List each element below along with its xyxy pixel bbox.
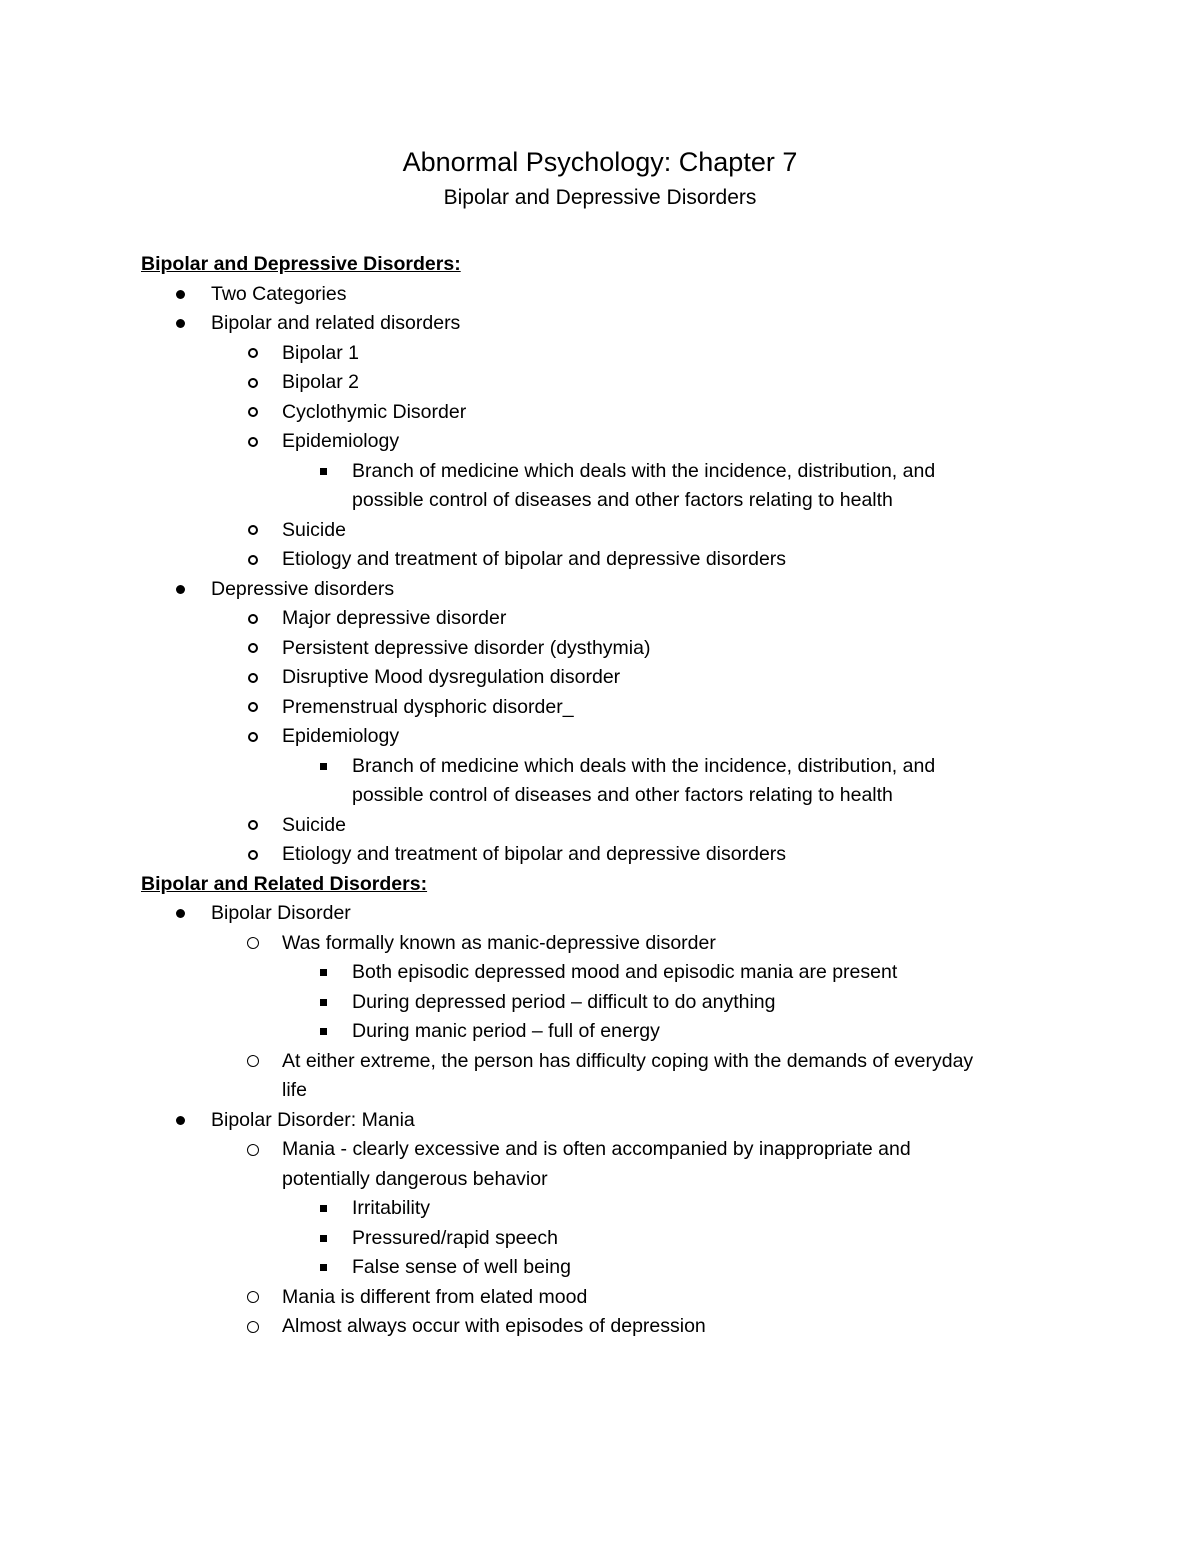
list-item: False sense of well being <box>141 1253 1061 1283</box>
bullet-square-icon <box>314 1194 332 1224</box>
bullet-ring-icon <box>244 604 262 634</box>
bullet-ring-icon <box>244 663 262 693</box>
bullet-square-icon <box>314 958 332 988</box>
bullet-square-icon <box>314 457 332 487</box>
section-heading-bipolar-depressive: Bipolar and Depressive Disorders: <box>141 253 461 275</box>
list-item: Irritability <box>141 1194 1061 1224</box>
list-item: Suicide <box>141 516 1061 546</box>
bullet-dot-icon <box>171 309 189 339</box>
section-list-bipolar-depressive <box>141 280 1061 870</box>
bullet-circle-icon <box>244 929 262 959</box>
bullet-dot-icon <box>171 280 189 310</box>
bullet-square-icon <box>314 1253 332 1283</box>
list-item: Depressive disorders <box>141 575 1061 605</box>
bullet-circle-icon <box>244 1047 262 1077</box>
bullet-ring-icon <box>244 516 262 546</box>
list-item: Epidemiology <box>141 722 1061 752</box>
bullet-square-icon <box>314 988 332 1018</box>
list-item: During manic period – full of energy <box>141 1017 1061 1047</box>
section-heading-bipolar-related: Bipolar and Related Disorders: <box>141 872 428 895</box>
bullet-dot-icon <box>171 1106 189 1136</box>
list-item: Etiology and treatment of bipolar and depressive disorders <box>141 545 1061 575</box>
list-item: Branch of medicine which deals with the incidence, distribution, and <box>141 752 1061 782</box>
bullet-square-icon <box>314 752 332 782</box>
list-item: Mania - clearly excessive and is often accompanied by inappropriate and <box>141 1135 1061 1165</box>
list-item: During depressed period – difficult to do anything <box>141 988 1061 1018</box>
bullet-circle-icon <box>244 1312 262 1342</box>
bullet-ring-icon <box>244 840 262 870</box>
list-item-continuation: possible control of diseases and other factors relating to health <box>352 784 893 806</box>
bullet-ring-icon <box>244 427 262 457</box>
bullet-dot-icon <box>171 899 189 929</box>
bullet-ring-icon <box>244 339 262 369</box>
list-item: Branch of medicine which deals with the incidence, distribution, and <box>141 457 1061 487</box>
list-item: Two Categories <box>141 280 1061 310</box>
bullet-ring-icon <box>244 368 262 398</box>
list-item-continuation: life <box>282 1079 307 1101</box>
list-item: Bipolar 2 <box>141 368 1061 398</box>
bullet-square-icon <box>314 1017 332 1047</box>
list-item: Disruptive Mood dysregulation disorder <box>141 663 1061 693</box>
bullet-dot-icon <box>171 575 189 605</box>
list-item-continuation: possible control of diseases and other factors relating to health <box>352 489 893 511</box>
bullet-circle-icon <box>244 1135 262 1165</box>
bullet-ring-icon <box>244 722 262 752</box>
bullet-ring-icon <box>244 398 262 428</box>
section-list-bipolar-related <box>141 899 1061 1342</box>
document-body <box>141 250 1061 1342</box>
list-item: Bipolar and related disorders <box>141 309 1061 339</box>
bullet-ring-icon <box>244 693 262 723</box>
list-item: Suicide <box>141 811 1061 841</box>
list-item: Pressured/rapid speech <box>141 1224 1061 1254</box>
list-item: Bipolar Disorder: Mania <box>141 1106 1061 1136</box>
list-item: Premenstrual dysphoric disorder_ <box>141 693 1061 723</box>
list-item: Major depressive disorder <box>141 604 1061 634</box>
bullet-square-icon <box>314 1224 332 1254</box>
list-item: Etiology and treatment of bipolar and depressive disorders <box>141 840 1061 870</box>
bullet-circle-icon <box>244 1283 262 1313</box>
bullet-ring-icon <box>244 545 262 575</box>
bullet-ring-icon <box>244 811 262 841</box>
list-item: Almost always occur with episodes of depression <box>141 1312 1061 1342</box>
list-item: Mania is different from elated mood <box>141 1283 1061 1313</box>
list-item: Epidemiology <box>141 427 1061 457</box>
list-item: Bipolar Disorder <box>141 899 1061 929</box>
bullet-ring-icon <box>244 634 262 664</box>
list-item: At either extreme, the person has difficulty coping with the demands of everyday <box>141 1047 1061 1077</box>
list-item: Cyclothymic Disorder <box>141 398 1061 428</box>
document-subtitle: Bipolar and Depressive Disorders <box>443 186 757 209</box>
list-item: Was formally known as manic-depressive disorder <box>141 929 1061 959</box>
list-item-continuation: potentially dangerous behavior <box>282 1167 548 1190</box>
list-item: Bipolar 1 <box>141 339 1061 369</box>
document-title: Abnormal Psychology: Chapter 7 <box>402 147 798 177</box>
list-item: Both episodic depressed mood and episodic mania are present <box>141 958 1061 988</box>
list-item: Persistent depressive disorder (dysthymia) <box>141 634 1061 664</box>
